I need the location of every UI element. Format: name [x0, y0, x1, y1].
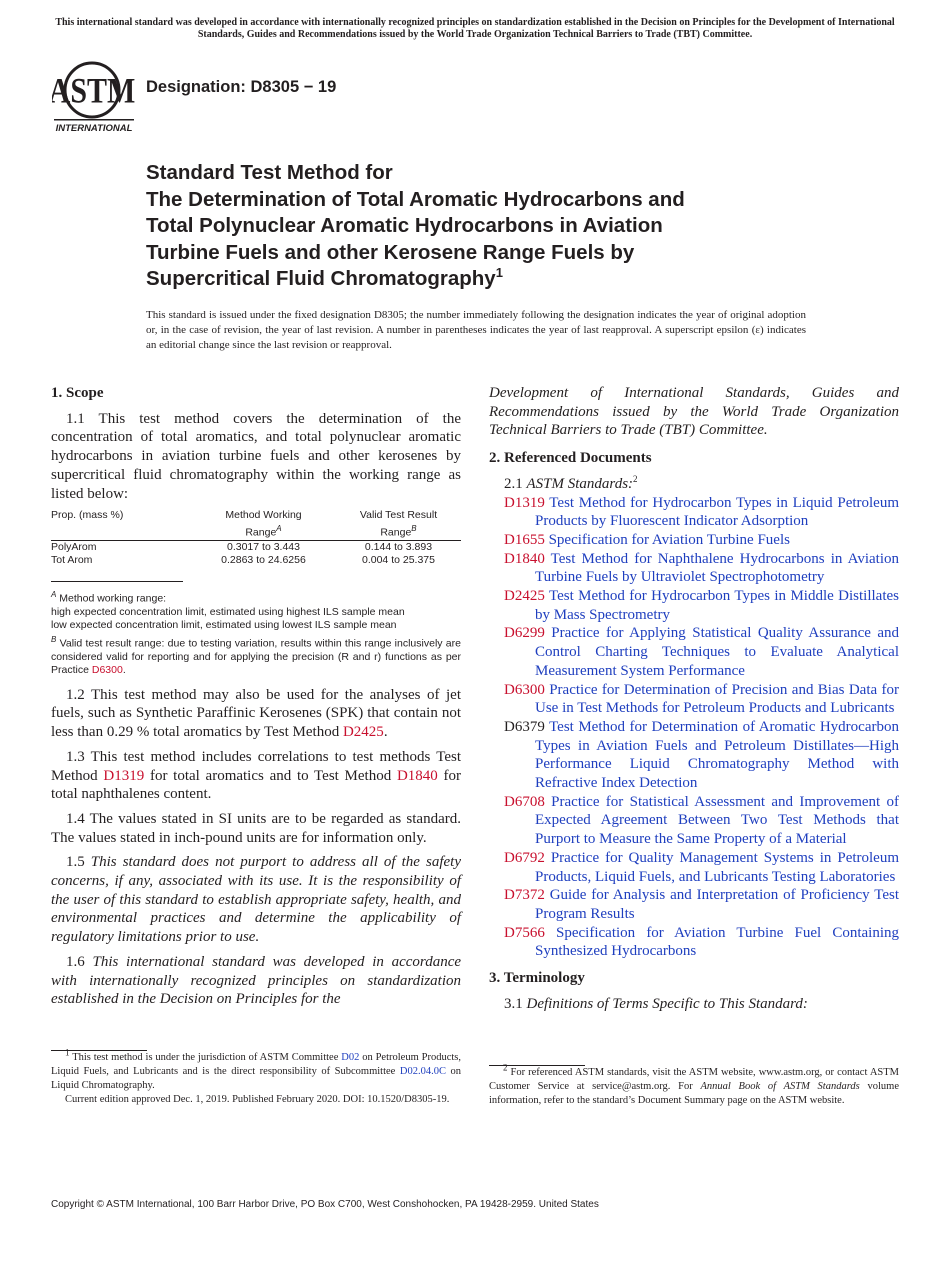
p1-3-text-c: for total naphthalenes content.	[51, 767, 461, 803]
reference-code-link[interactable]: D2425	[504, 588, 545, 605]
reference-title-link[interactable]: Test Method for Determination of Aromatic Hydrocarbon Types in Aviation Fuels and Petroleum Distillates—High Performance Liquid Chromatography Method with Refractive Index Detection	[535, 718, 899, 792]
footnote-1	[51, 1047, 462, 1107]
title-line: Turbine Fuels and other Kerosene Range Fuels by	[146, 240, 635, 264]
reference-title-link[interactable]: Practice for Quality Management Systems in Petroleum Products, Liquid Fuels, and Lubricants Testing Laboratories	[535, 849, 900, 885]
reference-code-link[interactable]: D1840	[504, 550, 545, 567]
p1-6-cont-text: Development of International Standards, Guides and Recommendations issued by the World Trade Organization Technical Barriers to Trade (TBT) Committee.	[489, 385, 899, 439]
table-row	[51, 554, 461, 567]
title-line: Total Polynuclear Aromatic Hydrocarbons in Aviation	[146, 214, 663, 237]
table-notes	[51, 588, 461, 678]
note-mark-a: A	[51, 589, 57, 599]
reference-code-link[interactable]: D7566	[504, 924, 545, 941]
working-range-table	[51, 509, 461, 567]
scope-heading: 1. Scope	[51, 385, 104, 401]
astm-standards-subheading	[489, 475, 899, 494]
sub-number: 2.1	[504, 475, 523, 492]
table-cell: Tot Arom	[51, 553, 93, 566]
reference-title-link[interactable]: Specification for Aviation Turbine Fuel Containing Synthesized Hydrocarbons	[535, 924, 900, 960]
sub-title: Definitions of Terms Specific to This Standard:	[526, 995, 808, 1012]
table-cell: 0.3017 to 3.443	[227, 540, 300, 553]
reference-title-link[interactable]: Guide for Analysis and Interpretation of Proficiency Test Program Results	[535, 887, 900, 922]
p1-6-text: This international standard was developed in accordance with internationally recognized principles on standardization established in the Decision on Principles for the	[51, 953, 462, 1008]
reference-code-link[interactable]: D6300	[504, 681, 545, 698]
right-column	[489, 384, 899, 1014]
header-note-mark: B	[411, 524, 417, 534]
reference-item	[504, 681, 899, 718]
footnote-mark: 2	[633, 473, 638, 484]
definitions-subheading	[489, 995, 899, 1014]
reference-item	[504, 793, 899, 849]
table-header: Method Working Range$^A$	[191, 509, 336, 540]
table-header: Prop. (mass %)	[51, 509, 191, 540]
note-b-end: .	[122, 664, 126, 677]
footnote-text-c: on Liquid Chromatography.	[51, 1066, 462, 1091]
p1-2-end: .	[383, 724, 388, 741]
edition-note: Current edition approved Dec. 1, 2019. Published February 2020. DOI: 10.1520/D8305-19.	[65, 1094, 450, 1105]
reference-code-link[interactable]: D6379	[504, 718, 545, 735]
issued-note: This standard is issued under the fixed designation D8305; the number immediately following the designation indicates the year of original adoption or, in the case of revision, the year of last revision. A number in parentheses indicates the year of last reapproval. A superscript epsilon (ε) indicates an editorial change since the last revision or reapproval.	[146, 309, 806, 351]
paragraph-1-4: 1.4 The values stated in SI units are to be regarded as standard. The values stated in inch-pound units are for information only.	[51, 810, 461, 846]
table-notes-rule	[51, 581, 183, 582]
astm-logo	[52, 58, 136, 134]
title-line: The Determination of Total Aromatic Hydrocarbons and	[146, 187, 685, 211]
paragraph-1-1: 1.1 This test method covers the determination of the concentration of total aromatics, and total polynuclear aromatic hydrocarbons in aviation turbine fuels and other kerosenes by supercritical fluid chromatography within the working range as listed below:	[51, 410, 461, 502]
reference-code-link[interactable]: D6299	[504, 625, 545, 642]
paragraph-1-5	[51, 853, 461, 947]
left-column	[51, 384, 461, 1015]
reference-title-link[interactable]: Specification for Aviation Turbine Fuels	[548, 531, 790, 548]
link-d1319[interactable]: D1319	[103, 767, 145, 784]
reference-code-link[interactable]: D7372	[504, 887, 545, 904]
reference-title-link[interactable]: Practice for Applying Statistical Quality Assurance and Control Charting Techniques to Evaluate Analytical Measurement System Performance	[535, 625, 899, 679]
note-b: Valid test result range: due to testing variation, results within this range inclusively are considered valid for reporting and for applying the precision (R and r) functions as per Practice	[51, 637, 461, 677]
p1-2-text: 1.2 This test method may also be used for the analyses of jet fuels, such as Synthetic Paraffinic Kerosenes (SPK) that contain not less than 0.29 % total aromatics by Test Method	[51, 686, 461, 741]
footnote-text-b: volume information, refer to the standard’s Document Summary page on the ASTM website.	[489, 1081, 899, 1106]
link-d1840[interactable]: D1840	[396, 767, 438, 784]
reference-item	[504, 550, 899, 587]
document-title	[146, 160, 836, 293]
link-d02[interactable]: D02	[341, 1052, 360, 1063]
table-row	[51, 540, 461, 554]
link-d02-04-0c[interactable]: D02.04.0C	[399, 1066, 446, 1077]
reference-item	[504, 924, 899, 961]
link-d2425[interactable]: D2425	[342, 724, 384, 741]
reference-title-link[interactable]: Test Method for Naphthalene Hydrocarbons in Aviation Turbine Fuels by Ultraviolet Spectrophotometry	[535, 550, 899, 586]
reference-title-link[interactable]: Practice for Statistical Assessment and Improvement of Expected Agreement Between Two Test Methods that Purport to Measure the Same Property of a Material	[535, 793, 900, 848]
paragraph-1-2	[51, 686, 461, 742]
reference-code-link[interactable]: D1655	[504, 531, 545, 548]
footnote-mark: 1	[65, 1047, 70, 1058]
sub-title: ASTM Standards:	[526, 475, 634, 492]
p1-6-num: 1.6	[66, 953, 93, 970]
paragraph-1-6-continued	[489, 384, 899, 440]
footnote-2	[489, 1062, 899, 1108]
title-line	[146, 266, 836, 293]
note-a-high: high expected concentration limit, estimated using highest ILS sample mean	[51, 605, 405, 618]
reference-list	[489, 494, 899, 962]
footnote-mark: 2	[503, 1062, 508, 1073]
reference-item	[504, 587, 899, 624]
title-line: Standard Test Method for	[146, 161, 393, 184]
reference-item	[504, 531, 899, 550]
reference-item	[504, 494, 899, 531]
reference-title-link[interactable]: Test Method for Hydrocarbon Types in Middle Distillates by Mass Spectrometry	[535, 588, 900, 623]
copyright: Copyright © ASTM International, 100 Barr Harbor Drive, PO Box C700, West Conshohocken, PA 19428-2959. United States	[51, 1199, 599, 1210]
table-header: Valid Test Result Range$^B$	[336, 509, 461, 540]
note-a-low: low expected concentration limit, estimated using lowest ILS sample mean	[51, 619, 397, 632]
p1-3-text-b: for total aromatics and to Test Method	[144, 767, 397, 784]
reference-item	[504, 624, 899, 680]
reference-item	[504, 849, 899, 886]
note-a: Method working range:	[59, 592, 167, 605]
footnote-text: For referenced ASTM standards, visit the ASTM website, www.astm.org, or contact ASTM Customer Service at service@astm.org. For	[489, 1067, 899, 1092]
footnote-text-b: on Petroleum Products, Liquid Fuels, and Lubricants and is the direct responsibility of Subcommittee	[51, 1052, 461, 1077]
paragraph-1-3	[51, 748, 461, 804]
reference-title-link[interactable]: Test Method for Hydrocarbon Types in Liquid Petroleum Products by Fluorescent Indicator Adsorption	[535, 494, 900, 530]
reference-item	[504, 718, 899, 793]
title-line-text: Supercritical Fluid Chromatography	[146, 267, 496, 290]
svg-text:INTERNATIONAL: INTERNATIONAL	[55, 123, 133, 134]
reference-title-link[interactable]: Practice for Determination of Precision and Bias Data for Use in Test Methods for Petroleum Products and Lubricants	[535, 681, 900, 717]
reference-item	[504, 886, 899, 923]
table-cell: 0.2863 to 24.6256	[221, 553, 306, 566]
refdocs-heading: 2. Referenced Documents	[489, 450, 652, 467]
reference-code-link[interactable]: D1319	[504, 494, 545, 511]
table-cell: 0.004 to 25.375	[362, 553, 435, 566]
designation: Designation: D8305 − 19	[146, 78, 337, 96]
table-cell: 0.144 to 3.893	[364, 540, 433, 553]
table-cell: PolyArom	[51, 540, 97, 553]
p1-3-text: 1.3 This test method includes correlations to test methods Test Method	[51, 748, 461, 784]
reference-code-link[interactable]: D6792	[504, 849, 545, 866]
svg-text:ASTM: ASTM	[52, 70, 136, 112]
paragraph-1-6	[51, 953, 461, 1009]
footnote-italic: Annual Book of ASTM Standards	[700, 1081, 860, 1092]
footnote-text: This test method is under the jurisdiction of ASTM Committee	[72, 1052, 342, 1063]
p1-5-text: This standard does not purport to address all of the safety concerns, if any, associated with its use. It is the responsibility of the user of this standard to establish appropriate safety, health, and environmental practices and determine the applicability of regulatory limitations prior to use.	[51, 854, 461, 946]
header-note-mark: A	[276, 524, 282, 534]
link-d6300[interactable]: D6300	[91, 664, 123, 677]
note-mark-b: B	[51, 634, 57, 644]
title-footnote-mark: 1	[495, 265, 503, 280]
reference-code-link[interactable]: D6708	[504, 793, 545, 810]
sub-number: 3.1	[504, 995, 523, 1012]
tbt-notice: This international standard was developed in accordance with internationally recognized principles on standardization established in the Decision on Principles for the Development of International Standards, Guides and Recommendations issued by the World Trade Organization Technical Barriers to Trade (TBT) Committee.	[55, 17, 895, 40]
p1-5-num: 1.5	[66, 854, 91, 871]
terminology-heading: 3. Terminology	[489, 970, 585, 987]
